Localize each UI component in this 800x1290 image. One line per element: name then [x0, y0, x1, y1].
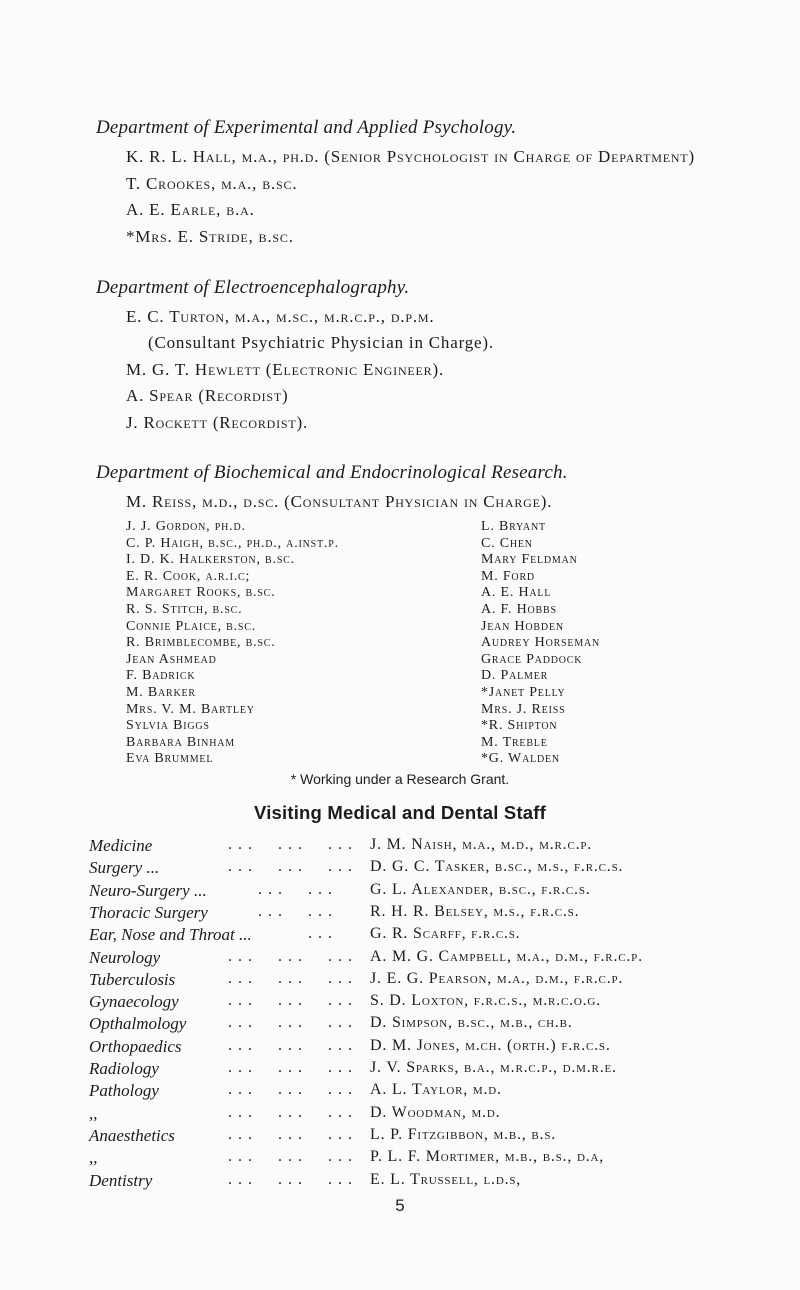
leader-dots: . . . [228, 925, 333, 943]
specialty-label: Neurology [89, 947, 161, 967]
dept-biochem-title: Department of Biochemical and Endocrinological Research. [96, 462, 568, 483]
staff-right: A. F. Hobbs [481, 602, 557, 617]
staff-left: C. P. Haigh, b.sc., ph.d., a.inst.p. [126, 535, 339, 551]
doctor-name: A. M. G. Campbell, m.a., d.m., f.r.c.p. [370, 947, 643, 965]
staff-right: Mrs. J. Reiss [481, 701, 566, 717]
dept-eeg-title: Department of Electroencephalography. [96, 277, 410, 298]
staff-left: F. Badrick [126, 668, 196, 684]
leader-dots: . . . . . . [228, 880, 333, 898]
staff-right: D. Palmer [481, 668, 549, 684]
specialty-label: Thoracic Surgery [89, 902, 208, 922]
staff-line: T. Crookes, m.a., b.sc. [126, 174, 298, 193]
staff-right: Jean Hobden [481, 618, 564, 634]
staff-left: J. J. Gordon, ph.d. [126, 519, 246, 534]
staff-line: A. Spear (Recordist) [126, 386, 289, 405]
staff-line: (Consultant Psychiatric Physician in Charge). [148, 333, 494, 352]
staff-line: K. R. L. Hall, m.a., ph.d. (Senior Psychologist in Charge of Department) [126, 147, 695, 166]
staff-line: A. E. Earle, b.a. [126, 200, 255, 219]
doctor-name: R. H. R. Belsey, m.s., f.r.c.s. [370, 902, 580, 920]
staff-left: Mrs. V. M. Bartley [126, 701, 255, 717]
doctor-name: G. L. Alexander, b.sc., f.r.c.s. [370, 880, 591, 898]
specialty-label: Orthopaedics [89, 1036, 182, 1056]
leader-dots: . . . . . . . . . [228, 1036, 353, 1054]
leader-dots: . . . . . . . . . [228, 969, 353, 987]
doctor-name: A. L. Taylor, m.d. [370, 1081, 502, 1099]
dept-biochem-head: M. Reiss, m.d., d.sc. (Consultant Physician in Charge). [126, 492, 553, 511]
staff-line: *Mrs. E. Stride, b.sc. [126, 227, 294, 246]
leader-dots: . . . . . . . . . [228, 836, 353, 853]
doctor-name: D. G. C. Tasker, b.sc., m.s., f.r.c.s. [370, 858, 624, 876]
specialty-label: ,, [89, 1103, 98, 1123]
leader-dots: . . . . . . . . . [228, 1148, 353, 1166]
doctor-name: D. Simpson, b.sc., m.b., ch.b. [370, 1014, 573, 1032]
doctor-name: J. M. Naish, m.a., m.d., m.r.c.p. [370, 836, 593, 853]
leader-dots: . . . . . . . . . [228, 1125, 353, 1143]
staff-right: A. E. Hall [481, 585, 552, 601]
leader-dots: . . . . . . . . . [228, 858, 353, 876]
specialty-label: Pathology [89, 1081, 159, 1101]
staff-left: E. R. Cook, a.r.i.c; [126, 568, 251, 584]
staff-right: *Janet Pelly [481, 685, 566, 700]
staff-left: Sylvia Biggs [126, 718, 210, 734]
specialty-label: Neuro-Surgery ... [89, 880, 207, 900]
leader-dots: . . . . . . . . . [228, 1103, 353, 1121]
specialty-label: Tuberculosis [89, 969, 176, 989]
specialty-label: Anaesthetics [89, 1125, 175, 1145]
staff-left: Connie Plaice, b.sc. [126, 618, 257, 634]
specialty-label: Radiology [89, 1059, 159, 1078]
leader-dots: . . . . . . . . . [228, 1059, 353, 1076]
doctor-name: J. E. G. Pearson, m.a., d.m., f.r.c.p. [370, 969, 624, 987]
staff-left: Eva Brummel [126, 751, 214, 767]
dept-psychology-title: Department of Experimental and Applied Psychology. [96, 117, 517, 138]
doctor-name: L. P. Fitzgibbon, m.b., b.s. [370, 1125, 557, 1143]
staff-left: Barbara Binham [126, 734, 235, 750]
specialty-label: ,, [89, 1148, 98, 1168]
doctor-name: J. V. Sparks, b.a., m.r.c.p., d.m.r.e. [370, 1059, 617, 1076]
specialty-label: Surgery ... [89, 858, 160, 878]
specialty-label: Dentistry [89, 1170, 153, 1190]
doctor-name: D. Woodman, m.d. [370, 1103, 501, 1121]
specialty-label: Gynaecology [89, 992, 179, 1012]
specialty-label: Medicine [89, 836, 153, 855]
leader-dots: . . . . . . [228, 902, 333, 920]
staff-right: L. Bryant [481, 519, 546, 534]
specialty-label: Ear, Nose and Throat ... [89, 925, 252, 945]
leader-dots: . . . . . . . . . [228, 947, 353, 965]
doctor-name: S. D. Loxton, f.r.c.s., m.r.c.o.g. [370, 992, 601, 1010]
doctor-name: G. R. Scarff, f.r.c.s. [370, 925, 521, 943]
leader-dots: . . . . . . . . . [228, 1081, 353, 1099]
staff-right: Audrey Horseman [481, 635, 601, 651]
staff-right: Mary Feldman [481, 552, 578, 568]
staff-right: *R. Shipton [481, 718, 558, 734]
staff-left: Jean Ashmead [126, 651, 217, 667]
page-number: 5 [395, 1196, 405, 1215]
leader-dots: . . . . . . . . . [228, 1170, 353, 1188]
doctor-name: P. L. F. Mortimer, m.b., b.s., d.a, [370, 1148, 605, 1166]
staff-right: Grace Paddock [481, 651, 583, 667]
staff-left: R. S. Stitch, b.sc. [126, 602, 243, 617]
staff-left: I. D. K. Halkerston, b.sc. [126, 552, 295, 568]
staff-line: M. G. T. Hewlett (Electronic Engineer). [126, 360, 444, 379]
staff-right: *G. Walden [481, 751, 560, 767]
doctor-name: E. L. Trussell, l.d.s, [370, 1170, 522, 1188]
leader-dots: . . . . . . . . . [228, 992, 353, 1010]
specialty-label: Opthalmology [89, 1014, 187, 1034]
visiting-staff-heading: Visiting Medical and Dental Staff [253, 802, 547, 823]
research-grant-note: * Working under a Research Grant. [290, 771, 510, 787]
staff-line: J. Rockett (Recordist). [126, 413, 309, 432]
staff-left: M. Barker [126, 685, 196, 700]
staff-right: M. Treble [481, 734, 548, 750]
staff-line: E. C. Turton, m.a., m.sc., m.r.c.p., d.p.m. [126, 307, 435, 326]
staff-left: Margaret Rooks, b.sc. [126, 585, 276, 601]
staff-right: C. Chen [481, 535, 533, 551]
leader-dots: . . . . . . . . . [228, 1014, 353, 1032]
doctor-name: D. M. Jones, m.ch. (orth.) f.r.c.s. [370, 1036, 611, 1054]
staff-left: R. Brimblecombe, b.sc. [126, 635, 276, 651]
staff-right: M. Ford [481, 568, 535, 584]
